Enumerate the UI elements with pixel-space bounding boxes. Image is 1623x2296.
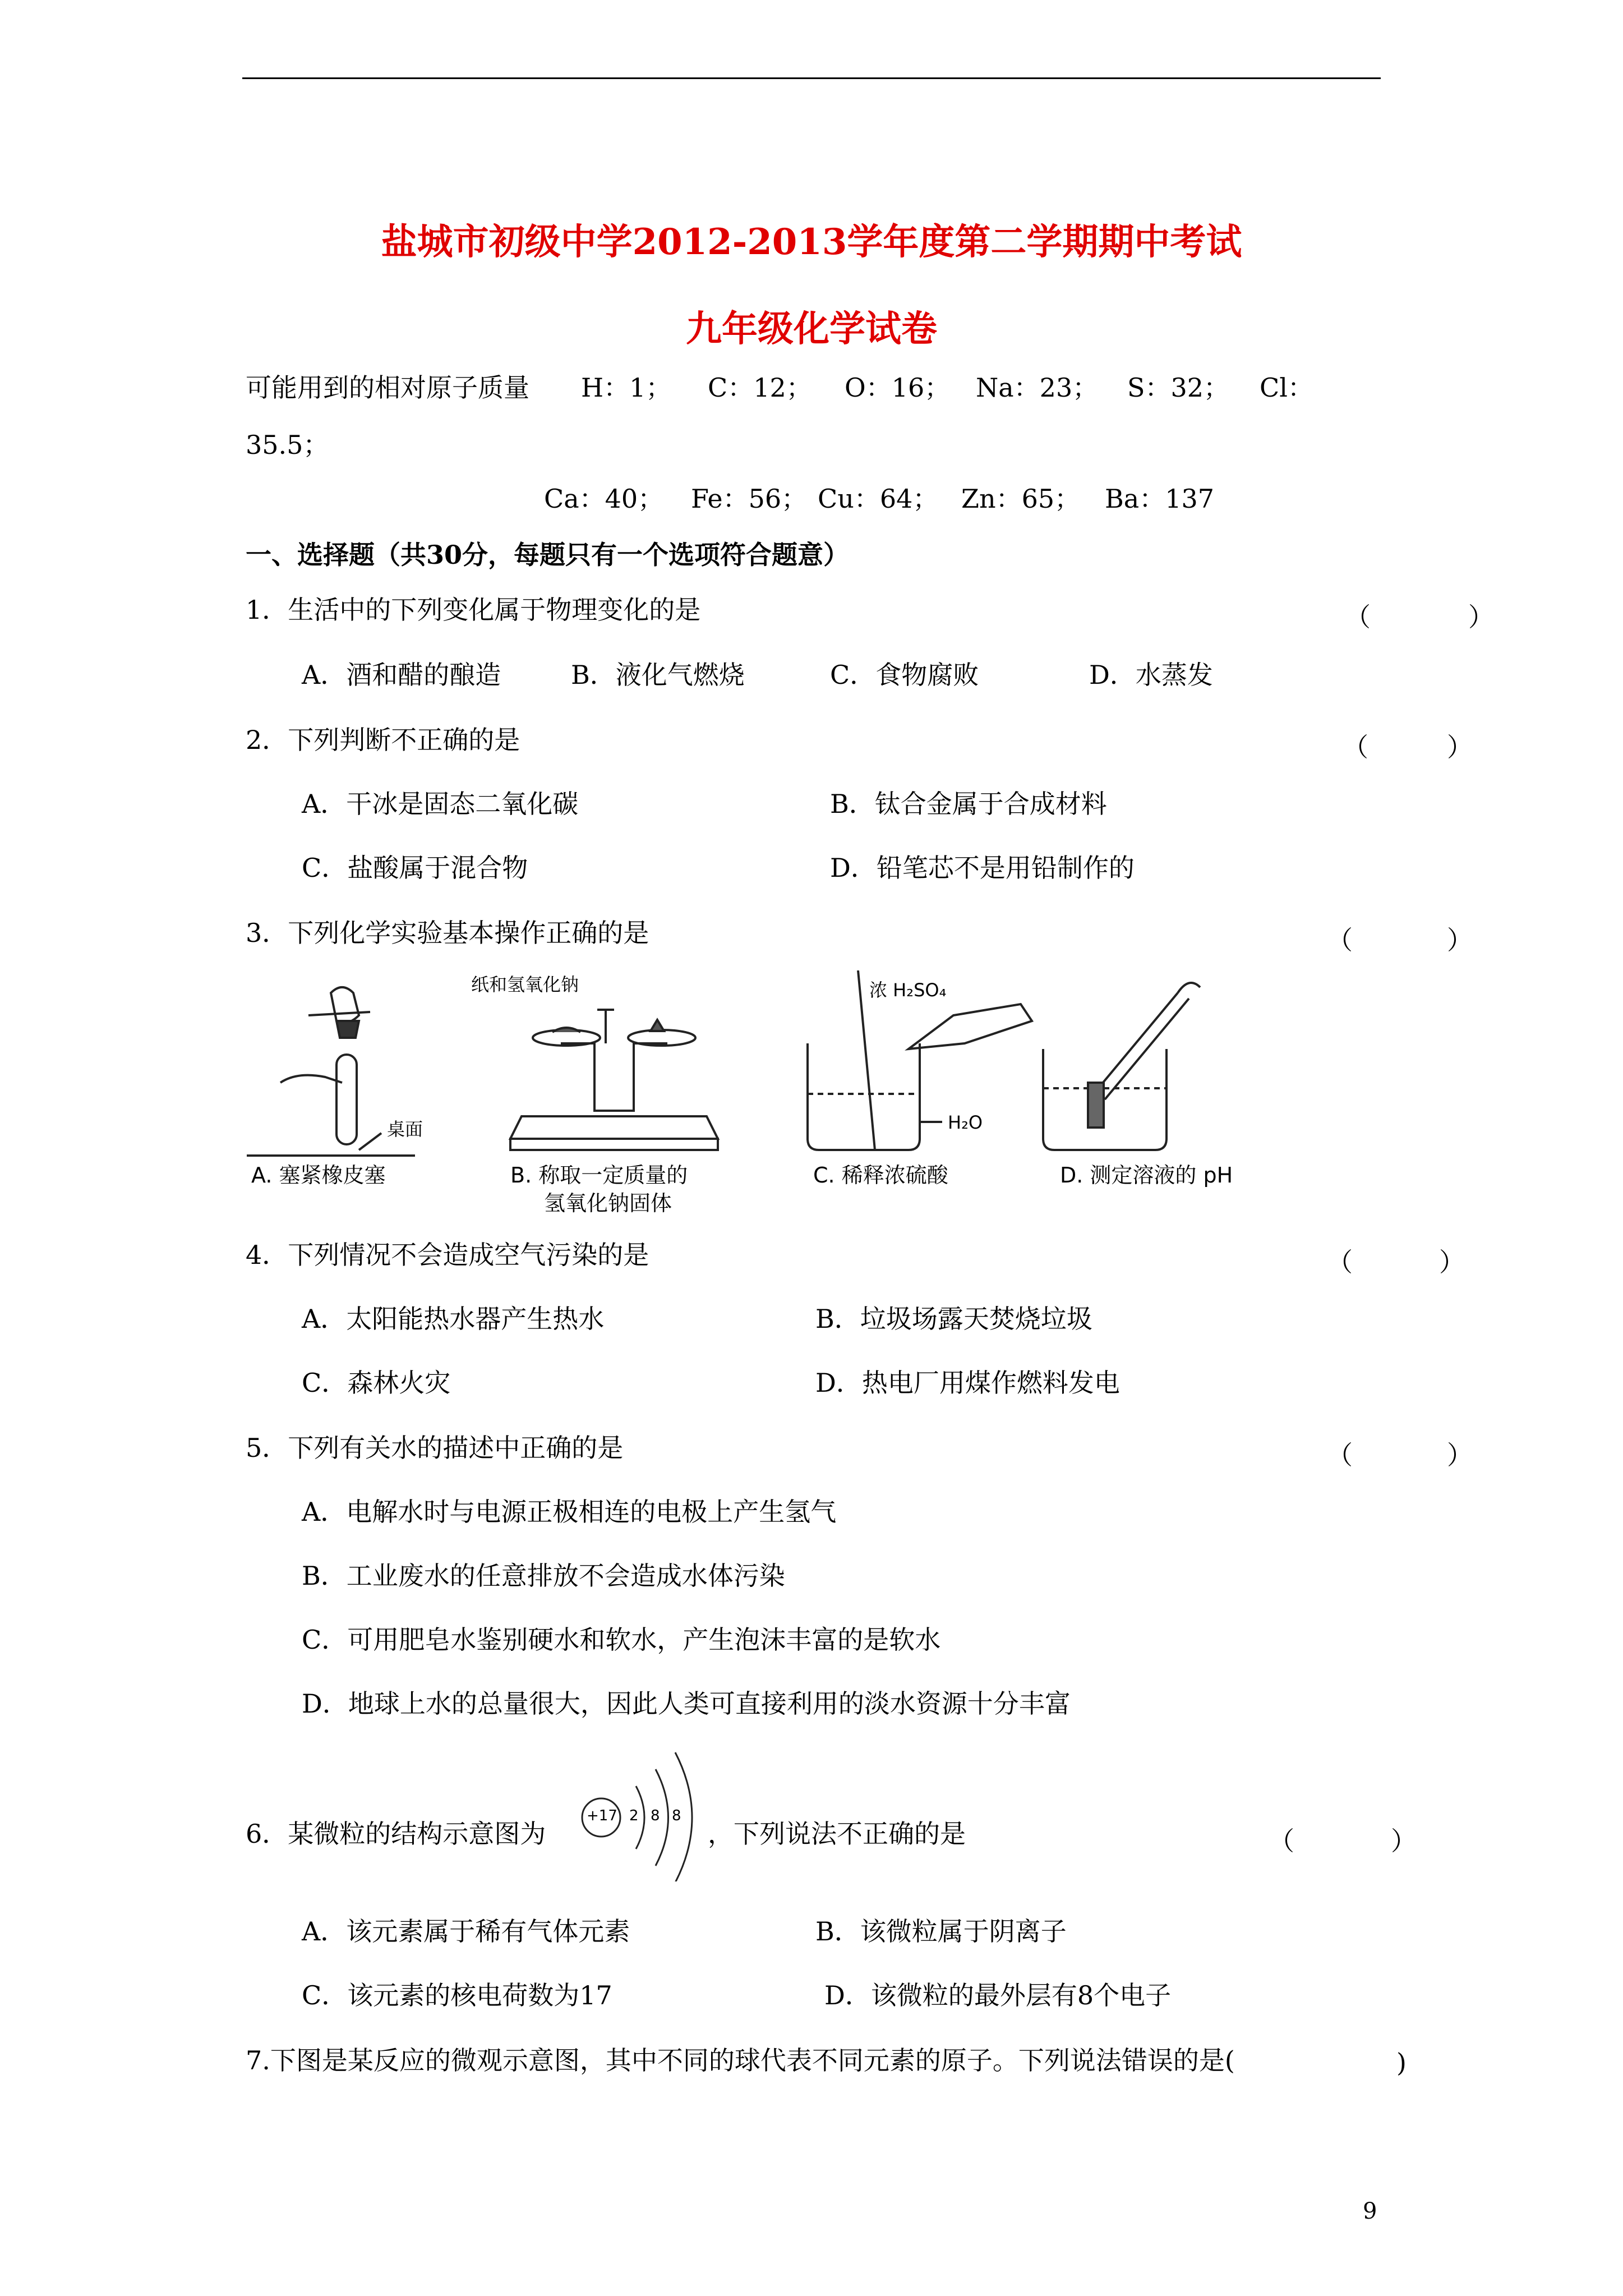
question-4-option-d: D．热电厂用煤作燃料发电: [815, 1368, 1120, 1398]
atom-shell-2: 8: [651, 1807, 660, 1824]
question-4-option-a: A．太阳能热水器产生热水: [302, 1304, 605, 1334]
question-6-option-b: B．该微粒属于阴离子: [815, 1916, 1067, 1947]
figure-c-caption: C. 稀释浓硫酸: [813, 1163, 948, 1188]
question-1-option-a: A．酒和醋的酿造: [302, 660, 501, 690]
atomic-mass-ba: Ba：137: [1105, 484, 1215, 514]
figure-c-top-label: 浓 H₂SO₄: [869, 979, 947, 1001]
question-5-option-c: C．可用肥皂水鉴别硬水和软水，产生泡沫丰富的是软水: [302, 1625, 941, 1655]
figure-a-desk-label: 桌面: [387, 1119, 423, 1140]
figure-a-caption: A. 塞紧橡皮塞: [251, 1163, 386, 1188]
header-rule: [242, 77, 1381, 79]
question-7-paren-close: ): [1396, 2047, 1407, 2078]
figure-b-caption-line2: 氢氧化钠固体: [544, 1191, 672, 1216]
question-1-stem: 1．生活中的下列变化属于物理变化的是: [246, 595, 701, 625]
question-5-paren-close: ）: [1447, 1440, 1473, 1470]
question-3-figure: [247, 970, 1458, 1217]
question-5-paren-open: （: [1327, 1440, 1353, 1470]
question-2-option-a: A．干冰是固态二氧化碳: [302, 789, 579, 819]
atomic-mass-s: S：32；: [1127, 372, 1230, 403]
atomic-mass-na: Na：23；: [976, 372, 1099, 403]
question-6-option-a: A．该元素属于稀有气体元素: [302, 1916, 630, 1947]
figure-d-ph-test-icon: [1043, 983, 1200, 1150]
question-6-stem-end: ，下列说法不正确的是: [708, 1819, 966, 1849]
question-3-paren-open: （: [1327, 925, 1353, 955]
atomic-mass-zn: Zn：65；: [961, 484, 1081, 514]
question-1-paren-open: （: [1345, 602, 1371, 632]
question-2-paren-close: ）: [1447, 732, 1473, 762]
atomic-mass-cu: Cu：64；: [818, 484, 939, 514]
question-2-paren-open: （: [1343, 732, 1368, 762]
question-2-option-c: C．盐酸属于混合物: [302, 853, 528, 883]
page-number: 9: [1363, 2198, 1377, 2224]
atomic-mass-o: O：16；: [845, 372, 951, 403]
question-1-paren-close: ）: [1468, 602, 1494, 632]
exam-subtitle: 九年级化学试卷: [686, 308, 937, 350]
question-4-paren-open: （: [1327, 1247, 1353, 1277]
question-4-paren-close: ）: [1439, 1247, 1465, 1277]
atomic-mass-cl: Cl：: [1260, 372, 1313, 403]
question-1-option-c: C．食物腐败: [830, 660, 979, 690]
question-1-option-d: D．水蒸发: [1089, 660, 1213, 690]
figure-b-top-label: 纸和氢氧化钠: [471, 974, 579, 995]
atomic-mass-fe: Fe：56；: [691, 484, 808, 514]
question-6-paren-close: ）: [1391, 1826, 1417, 1856]
atomic-mass-cl-value: 35.5；: [246, 430, 329, 460]
question-6-option-c: C．该元素的核电荷数为17: [302, 1980, 612, 2010]
atomic-mass-c: C：12；: [708, 372, 812, 403]
figure-c-water-label: H₂O: [948, 1112, 983, 1133]
question-2-stem: 2．下列判断不正确的是: [246, 725, 520, 755]
question-3-paren-close: ）: [1447, 925, 1473, 955]
question-4-option-c: C．森林火灾: [302, 1368, 451, 1398]
question-4-option-b: B．垃圾场露天焚烧垃圾: [815, 1304, 1092, 1334]
atomic-mass-intro: 可能用到的相对原子质量: [246, 372, 529, 403]
atomic-mass-h: H：1；: [581, 372, 672, 403]
section-heading: 一、选择题（共30分，每题只有一个选项符合题意）: [246, 540, 850, 570]
question-6-stem-start: 6．某微粒的结构示意图为: [246, 1819, 546, 1849]
question-6-paren-open: （: [1269, 1826, 1294, 1856]
question-7-stem: 7.下图是某反应的微观示意图，其中不同的球代表不同元素的原子。下列说法错误的是(: [246, 2045, 1235, 2076]
question-6-option-d: D．该微粒的最外层有8个电子: [824, 1980, 1172, 2010]
question-4-stem: 4．下列情况不会造成空气污染的是: [246, 1240, 649, 1270]
atomic-mass-ca: Ca：40；: [544, 484, 664, 514]
question-2-option-d: D．铅笔芯不是用铅制作的: [830, 853, 1135, 883]
figure-b-balance-icon: [510, 1010, 718, 1150]
question-5-option-b: B．工业废水的任意排放不会造成水体污染: [302, 1561, 785, 1591]
question-1-option-b: B．液化气燃烧: [571, 660, 745, 690]
figure-b-caption-line1: B. 称取一定质量的: [510, 1163, 688, 1188]
question-2-option-b: B．钛合金属于合成材料: [830, 789, 1107, 819]
figure-d-caption: D. 测定溶液的 pH: [1060, 1163, 1233, 1188]
exam-title: 盐城市初级中学2012-2013学年度第二学期期中考试: [381, 221, 1242, 263]
question-5-stem: 5．下列有关水的描述中正确的是: [246, 1433, 624, 1463]
atom-shell-3: 8: [672, 1807, 681, 1824]
question-3-stem: 3．下列化学实验基本操作正确的是: [246, 918, 649, 948]
atom-nucleus-charge: +17: [587, 1807, 617, 1824]
atom-shell-1: 2: [629, 1807, 639, 1824]
atom-structure-diagram: [574, 1741, 703, 1881]
question-5-option-d: D．地球上水的总量很大，因此人类可直接利用的淡水资源十分丰富: [302, 1688, 1071, 1719]
question-5-option-a: A．电解水时与电源正极相连的电极上产生氢气: [302, 1497, 837, 1527]
